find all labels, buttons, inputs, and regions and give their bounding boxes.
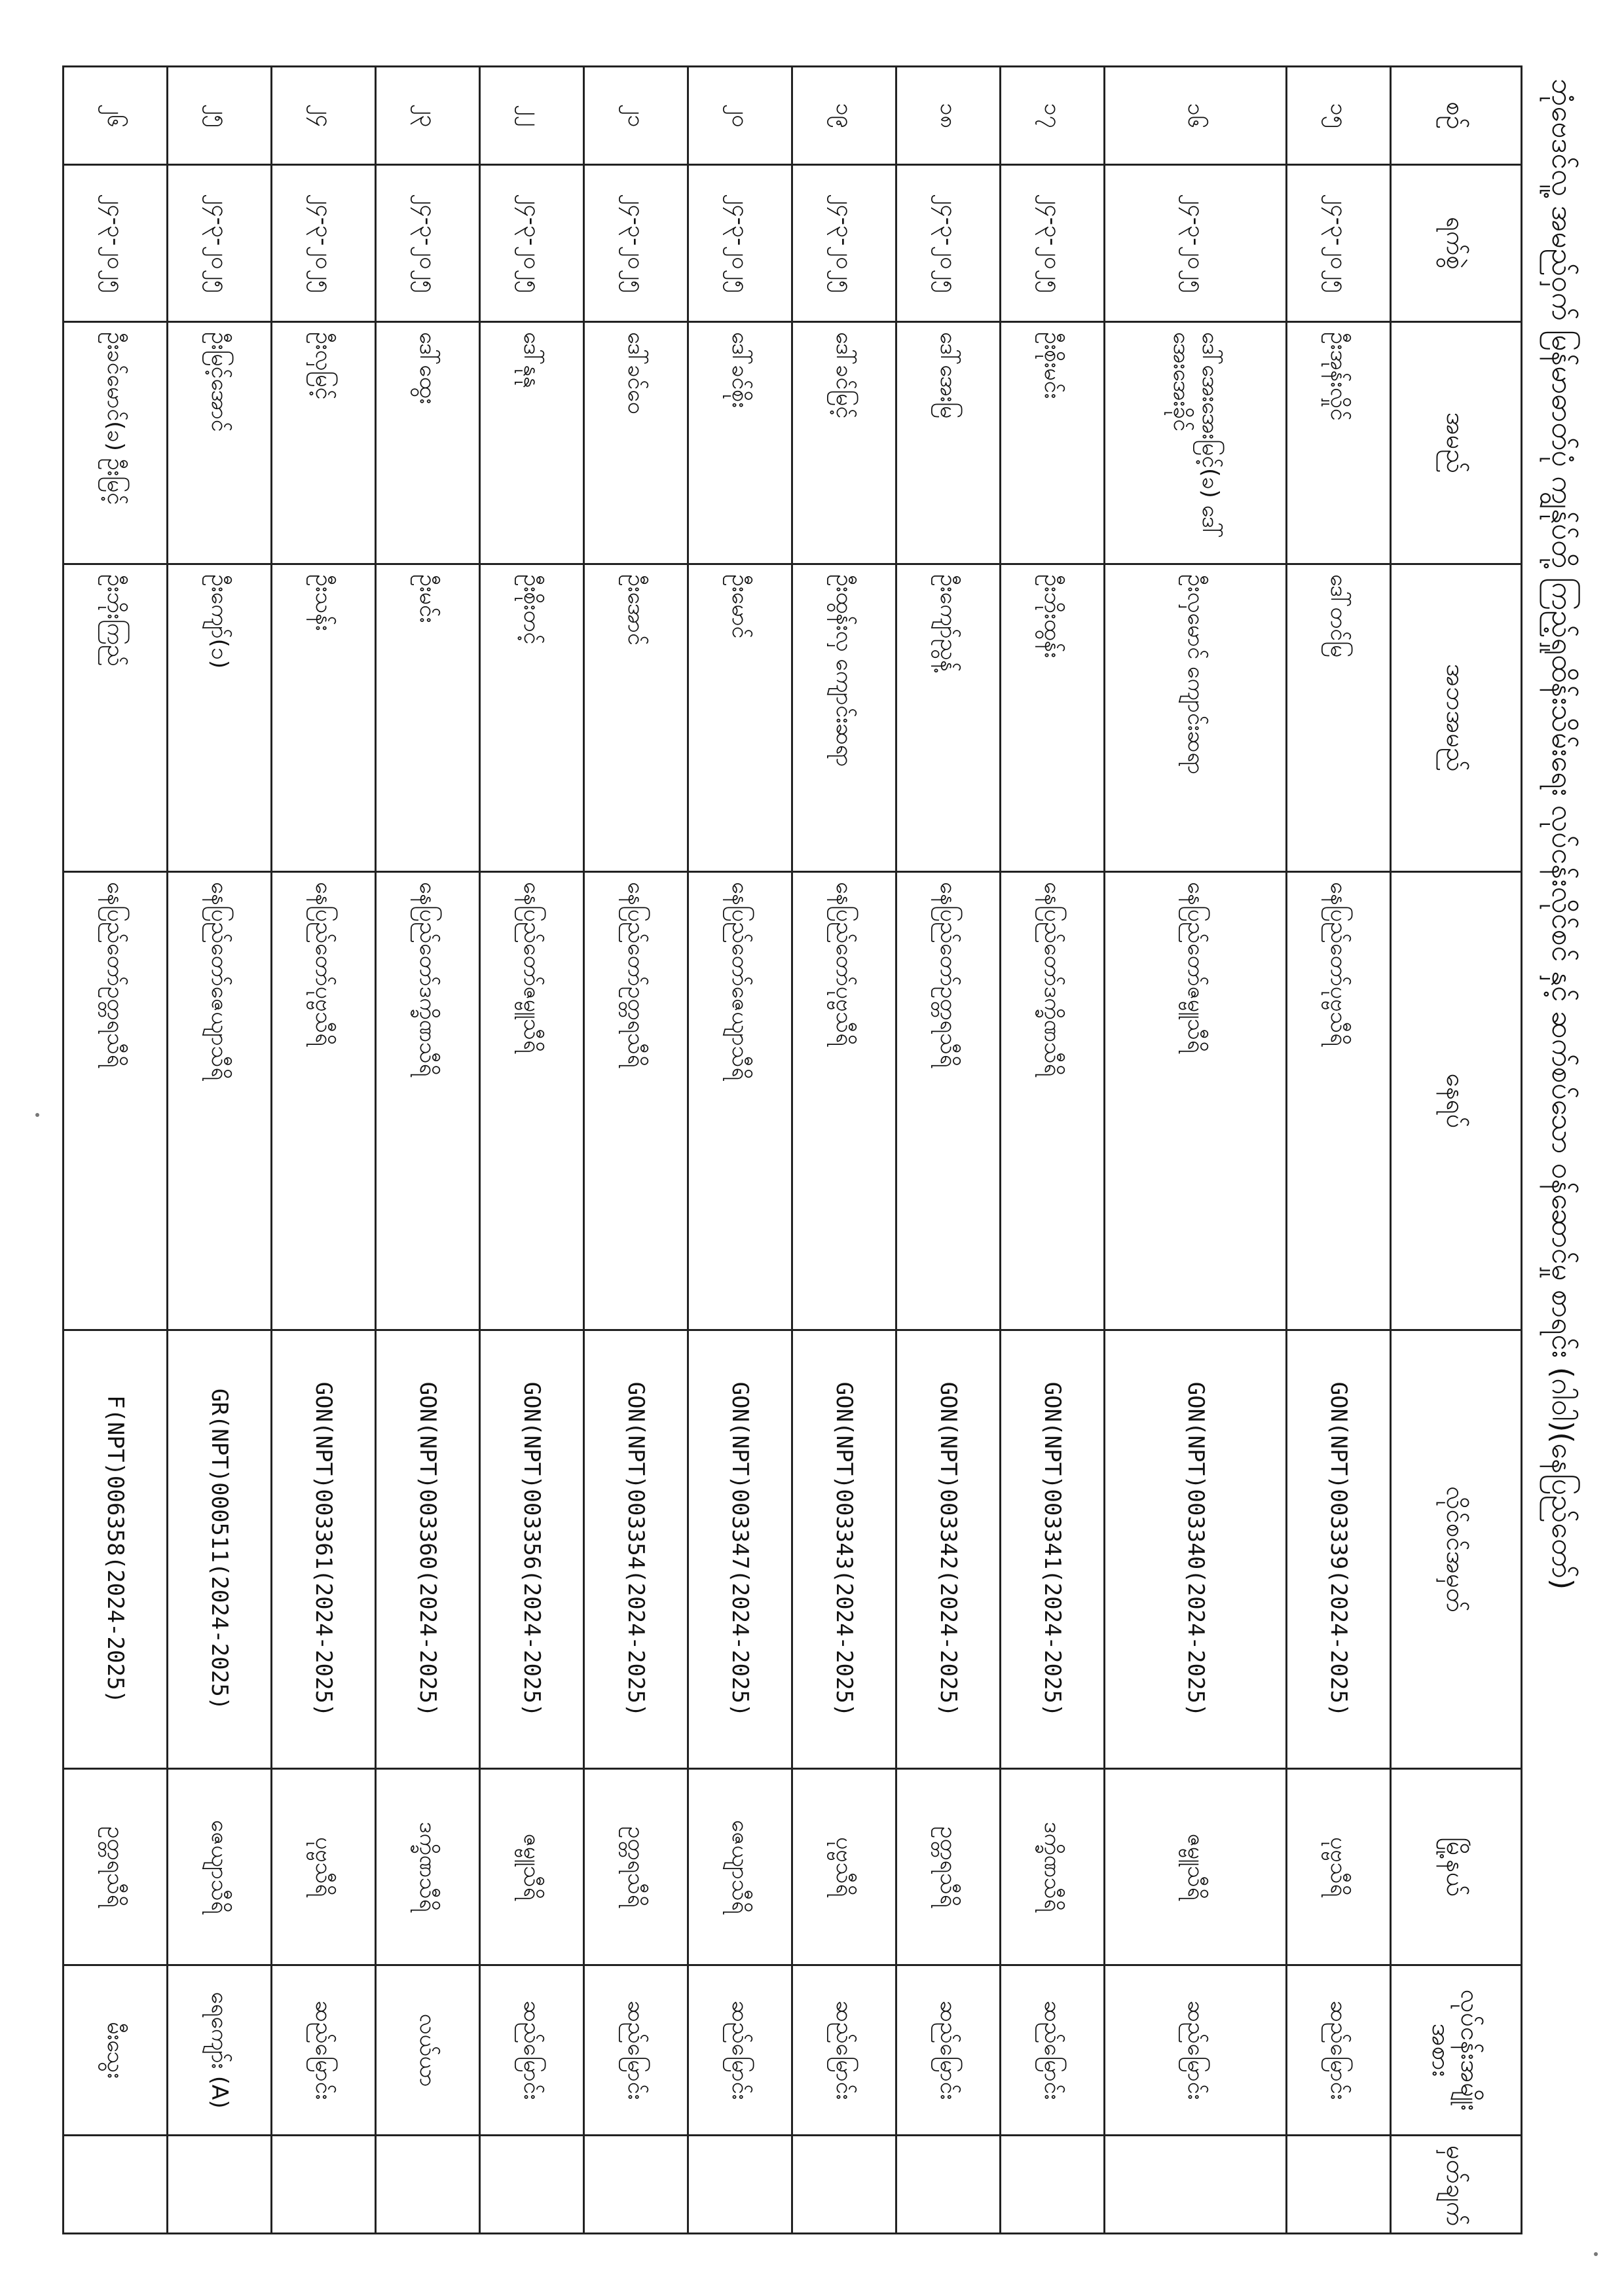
cell-address: နေပြည်တော်ဇမ္ဗူသီရိ [480, 872, 584, 1330]
table-row [896, 67, 1001, 2234]
cell-father: ဦးသန်း [272, 564, 376, 872]
cell-remark [480, 2136, 584, 2234]
header-permit: လိုင်စင်အမှတ် [1391, 1330, 1522, 1769]
cell-father: ဒေါ်တင်မြ [1286, 564, 1390, 872]
scan-speck [1594, 2252, 1598, 2256]
cell-no: ၁၆ [1105, 67, 1287, 165]
cell-no: ၂၂ [480, 67, 584, 165]
cell-no: ၂၆ [64, 67, 168, 165]
cell-address: နေပြည်တော်ဇမ္ဗူသီရိ [1105, 872, 1287, 1330]
cell-father: ဦးထွန်းလှ ကျောင်းဆရာ [792, 564, 896, 872]
cell-name: ဒေါ်နုနု [480, 322, 584, 564]
cell-remark [64, 2136, 168, 2234]
cell-address: နေပြည်တော်ဇေယျာသီရိ [688, 872, 792, 1330]
cell-township: ဇမ္ဗူသီရိ [1105, 1769, 1287, 1965]
cell-date: ၂၄-၃-၂၀၂၅ [792, 165, 896, 322]
cell-remark [584, 2136, 688, 2234]
header-address: နေရပ် [1391, 872, 1522, 1330]
cell-permit: GON(NPT)003354(2024-2025) [584, 1330, 688, 1769]
table-row [64, 67, 168, 2234]
cell-address: နေပြည်တော်ပုဗ္ဗသီရိ [1286, 872, 1390, 1330]
cell-permit: GON(NPT)003341(2024-2025) [1001, 1330, 1105, 1769]
cell-father: ဦးဘိုးထွန်း [1001, 564, 1105, 872]
header-date: ရက်စွဲ [1391, 165, 1522, 322]
table-row [1105, 67, 1287, 2234]
cell-type: ဆည်မြောင်း [688, 1965, 792, 2136]
scan-speck [35, 1113, 39, 1117]
cell-address: နေပြည်တော်ပုဗ္ဗသီရိ [792, 872, 896, 1330]
cell-father: ဦးကျော်ညွန့် [896, 564, 1001, 872]
cell-no: ၂၁ [584, 67, 688, 165]
cell-no: ၁၅ [1286, 67, 1390, 165]
cell-permit: GON(NPT)003347(2024-2025) [688, 1330, 792, 1769]
cell-type: ဆည်မြောင်း [272, 1965, 376, 2136]
table-row [168, 67, 272, 2234]
cell-father: ဦးကျော်(၁) [168, 564, 272, 872]
cell-type: လယ်ယာ [376, 1965, 480, 2136]
cell-date: ၂၄-၃-၂၀၂၅ [1001, 165, 1105, 322]
cell-address: နေပြည်တော်ပုဗ္ဗသီရိ [272, 872, 376, 1330]
cell-no: ၁၇ [1001, 67, 1105, 165]
cell-permit: GR(NPT)000511(2024-2025) [168, 1330, 272, 1769]
cell-type: ရေကျော်း (A) [168, 1965, 272, 2136]
cell-permit: F(NPT)006358(2024-2025) [64, 1330, 168, 1769]
cell-address: နေပြည်တော်ဒက္ခိဏသီရိ [376, 872, 480, 1330]
cell-permit: GON(NPT)003339(2024-2025) [1286, 1330, 1390, 1769]
header-father: အဘအမည် [1391, 564, 1522, 872]
cell-address: နေပြည်တော်ဥတ္တရသီရိ [64, 872, 168, 1330]
cell-date: ၂၄-၃-၂၀၂၅ [1105, 165, 1287, 322]
cell-date: ၂၄-၃-၂၀၂၅ [1286, 165, 1390, 322]
cell-father: ဦးဘိုးကြည် [64, 564, 168, 872]
cell-name: ဒေါ်ခင်စိုး [688, 322, 792, 564]
table-row [1286, 67, 1390, 2234]
cell-name: ဒေါ်အေးအေးမြင့်(ခ) ဒေါ်အေးအေးခိုင် [1105, 322, 1287, 564]
cell-no: ၂၄ [272, 67, 376, 165]
header-no: စဉ် [1391, 67, 1522, 165]
cell-type: ဆည်မြောင်း [896, 1965, 1001, 2136]
cell-date: ၂၄-၃-၂၀၂၅ [64, 165, 168, 322]
cell-no: ၂၃ [376, 67, 480, 165]
table-header-row [1391, 67, 1522, 2234]
cell-address: နေပြည်တော်ဥတ္တရသီရိ [584, 872, 688, 1330]
cell-no: ၁၈ [896, 67, 1001, 165]
cell-type: ဆည်မြောင်း [1001, 1965, 1105, 2136]
cell-permit: GON(NPT)003342(2024-2025) [896, 1330, 1001, 1769]
cell-date: ၂၄-၃-၂၀၂၅ [896, 165, 1001, 322]
cell-remark [688, 2136, 792, 2234]
cell-name: ဒေါ်ခင်မြင့် [792, 322, 896, 564]
table-row [792, 67, 896, 2234]
cell-remark [792, 2136, 896, 2234]
cell-name: ဒေါ်ထွေး [376, 322, 480, 564]
cell-type: ဆည်မြောင်း [1286, 1965, 1390, 2136]
cell-date: ၂၄-၃-၂၀၂၅ [168, 165, 272, 322]
cell-remark [1286, 2136, 1390, 2234]
table-row [376, 67, 480, 2234]
cell-date: ၂၄-၃-၂၀၂၅ [688, 165, 792, 322]
cell-remark [376, 2136, 480, 2234]
cell-remark [1105, 2136, 1287, 2234]
cell-permit: GON(NPT)003343(2024-2025) [792, 1330, 896, 1769]
cell-remark [896, 2136, 1001, 2234]
table-row [272, 67, 376, 2234]
cell-date: ၂၄-၃-၂၀၂၅ [480, 165, 584, 322]
header-type: လုပ်ငန်းအမျိုး အစား [1391, 1965, 1522, 2136]
cell-township: ဒက္ခိဏသီရိ [1001, 1769, 1105, 1965]
table-row [688, 67, 792, 2234]
cell-name: ဦးခင်မောင်(ခ) ဦးမြင့် [64, 322, 168, 564]
cell-township: ဥတ္တရသီရိ [64, 1769, 168, 1965]
cell-township: ဇမ္ဗူသီရိ [480, 1769, 584, 1965]
cell-permit: GON(NPT)003361(2024-2025) [272, 1330, 376, 1769]
register-table [62, 65, 1522, 2234]
cell-father: ဦးမင်း [376, 564, 480, 872]
cell-township: ပုဗ္ဗသီရိ [1286, 1769, 1390, 1965]
cell-name: ဦးစိုးမင်း [1001, 322, 1105, 564]
cell-permit: GON(NPT)003340(2024-2025) [1105, 1330, 1287, 1769]
cell-type: ဆည်မြောင်း [480, 1965, 584, 2136]
cell-name: ဦးလှမြင့် [272, 322, 376, 564]
header-township: မြို့နယ် [1391, 1769, 1522, 1965]
cell-township: ဥတ္တရသီရိ [896, 1769, 1001, 1965]
cell-name: ဦးမြင့်အောင် [168, 322, 272, 564]
cell-type: ဆည်မြောင်း [792, 1965, 896, 2136]
header-remark: မှတ်ချက် [1391, 2136, 1522, 2234]
cell-permit: GON(NPT)003356(2024-2025) [480, 1330, 584, 1769]
cell-type: မီးသွေး [64, 1965, 168, 2136]
cell-name: ဒေါ်ခင်ဝေ [584, 322, 688, 564]
cell-father: ဦးမောင် [688, 564, 792, 872]
cell-township: ဒက္ခိဏသီရိ [376, 1769, 480, 1965]
table-row [480, 67, 584, 2234]
cell-remark [168, 2136, 272, 2234]
cell-no: ၂၀ [688, 67, 792, 165]
cell-no: ၁၉ [792, 67, 896, 165]
cell-township: ဥတ္တရသီရိ [584, 1769, 688, 1965]
cell-father: ဦးစိုးတင့် [480, 564, 584, 872]
cell-date: ၂၄-၃-၂၀၂၅ [376, 165, 480, 322]
cell-township: ပုဗ္ဗသီရိ [792, 1769, 896, 1965]
cell-no: ၂၅ [168, 67, 272, 165]
cell-date: ၂၄-၃-၂၀၂၅ [584, 165, 688, 322]
cell-remark [1001, 2136, 1105, 2234]
cell-township: ပုဗ္ဗသီရိ [272, 1769, 376, 1965]
table-row [1001, 67, 1105, 2234]
cell-address: နေပြည်တော်ဥတ္တရသီရိ [896, 872, 1001, 1330]
cell-father: ဦးအောင် [584, 564, 688, 872]
cell-township: ဇေယျာသီရိ [688, 1769, 792, 1965]
cell-type: ဆည်မြောင်း [584, 1965, 688, 2136]
header-name: အမည် [1391, 322, 1522, 564]
cell-father: ဦးလှမောင် ကျောင်းဆရာ [1105, 564, 1287, 872]
table-row [584, 67, 688, 2234]
cell-remark [272, 2136, 376, 2234]
cell-address: နေပြည်တော်ဒက္ခိဏသီရိ [1001, 872, 1105, 1330]
document-title: ဘုံဗေဒင်လူ့ အမည်ဝှက် မြန်မာဓာတ်ပုံ ကျွန်ုပ်တို့ ကြည့်ရှုထိန်းသိမ်းရေး လုပ်ငန်းလိုင်စင် နှင့် ဆက်စပ်သော ဝန်ဆောင်မှု စာရင်း (ဂါဝါ)(နေပြည်တော်) [1545, 79, 1579, 1590]
cell-township: ဇေယျာသီရိ [168, 1769, 272, 1965]
cell-date: ၂၄-၃-၂၀၂၅ [272, 165, 376, 322]
cell-name: ဒေါ်အေးမြ [896, 322, 1001, 564]
cell-permit: GON(NPT)003360(2024-2025) [376, 1330, 480, 1769]
cell-address: နေပြည်တော်ဇေယျာသီရိ [168, 872, 272, 1330]
cell-type: ဆည်မြောင်း [1105, 1965, 1287, 2136]
cell-name: ဦးအုန်းလှိုင် [1286, 322, 1390, 564]
